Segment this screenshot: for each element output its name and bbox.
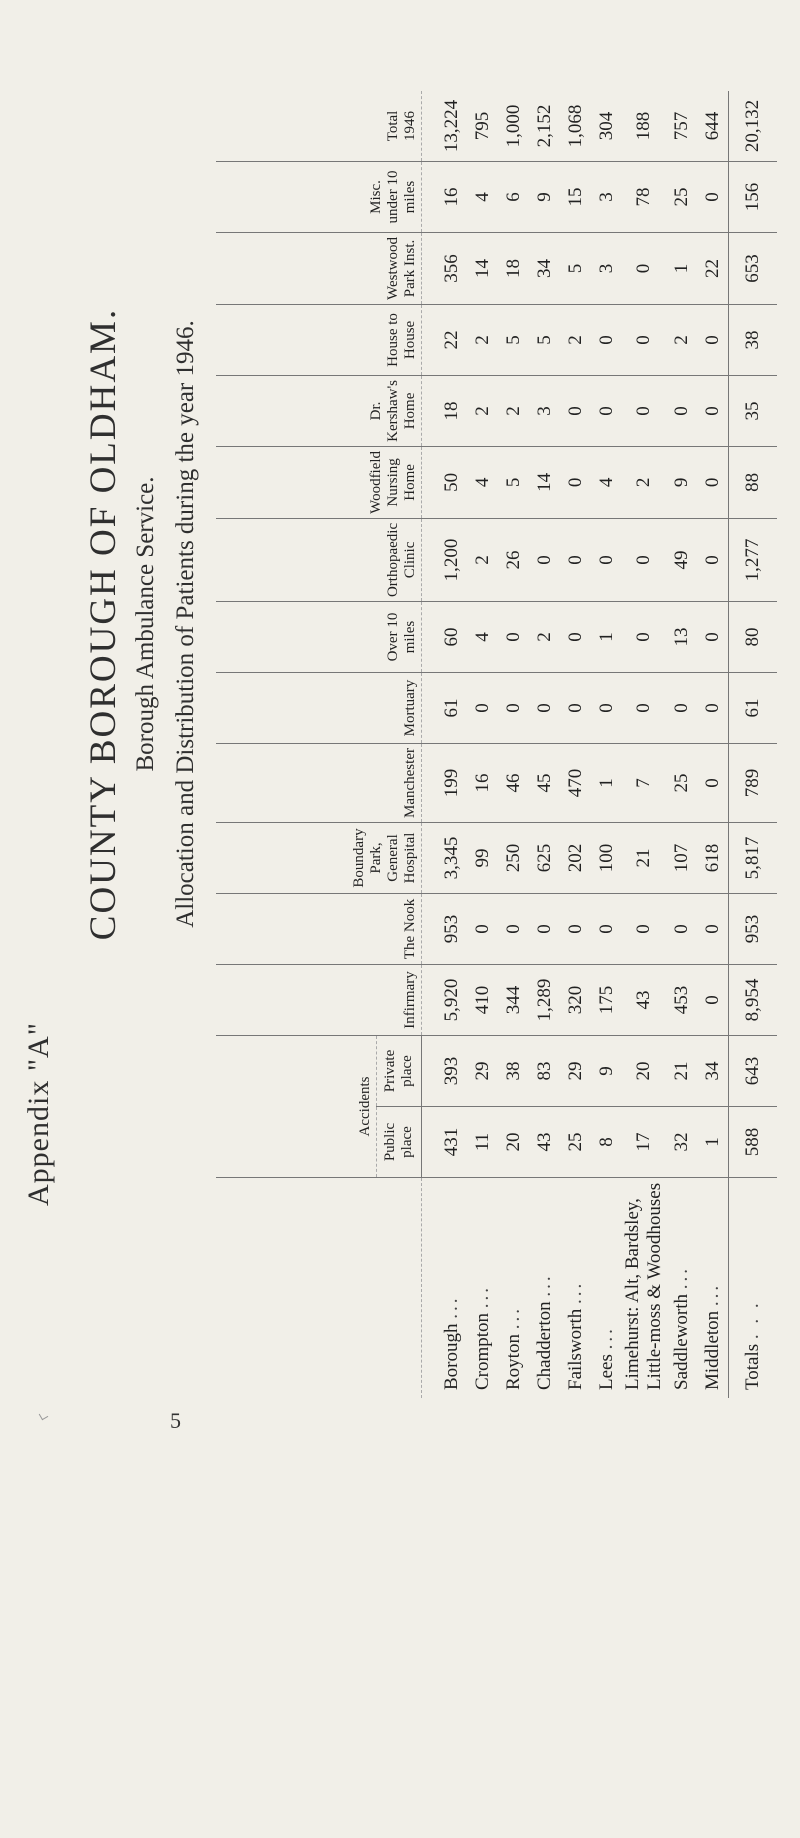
value-cell: 356 [422,232,468,304]
value-cell: 9 [666,446,697,518]
district-name-cell [529,1178,560,1399]
district-name-cell [666,1178,697,1399]
district-name-cell [729,1178,778,1399]
value-cell: 453 [666,965,697,1036]
value-cell: 2,152 [529,91,560,162]
value-cell: 16 [422,161,468,232]
value-cell: 0 [697,304,729,375]
totals-row [729,91,778,1398]
value-cell: 0 [697,673,729,744]
value-cell: 25 [666,161,697,232]
column-header: Public place [377,1107,422,1178]
district-name-cell [591,1178,622,1399]
district-name: Totals [742,1343,763,1390]
table-row [591,91,622,1398]
table-header-row [216,91,377,1398]
value-cell: 5,817 [729,823,778,894]
leader-dots: ... [502,1306,524,1330]
table-body [422,91,778,1398]
value-cell: 0 [560,673,591,744]
leader-dots: ... [670,1265,692,1290]
value-cell: 0 [622,673,666,744]
value-cell: 61 [729,673,778,744]
value-cell: 0 [622,602,666,673]
value-cell: 0 [529,673,560,744]
value-cell: 22 [697,232,729,304]
value-cell: 5 [498,304,529,375]
column-header: Orthopaedic Clinic [216,518,422,601]
value-cell: 1 [591,744,622,823]
value-cell: 0 [560,518,591,601]
value-cell: 1 [666,232,697,304]
value-cell: 0 [697,446,729,518]
value-cell: 43 [529,1107,560,1178]
value-cell: 88 [729,446,778,518]
value-cell: 43 [622,965,666,1036]
value-cell: 789 [729,744,778,823]
value-cell: 202 [560,823,591,894]
leader-dots: ... [701,1282,723,1307]
value-cell: 0 [666,894,697,965]
value-cell: 5 [529,304,560,375]
value-cell: 2 [498,375,529,446]
value-cell: 5 [560,232,591,304]
value-cell: 0 [622,232,666,304]
leader-dots: ... [471,1284,493,1309]
district-name: Crompton [471,1312,493,1390]
value-cell: 0 [697,744,729,823]
value-cell: 4 [591,446,622,518]
appendix-title: Appendix "A" [22,1022,55,1206]
value-cell: 22 [422,304,468,375]
district-name-cell [697,1178,729,1399]
value-cell: 83 [529,1036,560,1107]
value-cell: 0 [498,673,529,744]
column-header: Over 10 miles [216,602,422,673]
value-cell: 49 [666,518,697,601]
district-name-cell [622,1178,666,1399]
value-cell: 0 [467,894,498,965]
value-cell: 8,954 [729,965,778,1036]
leader-dots: ... [595,1326,617,1350]
district-name: Borough [440,1323,462,1390]
value-cell: 199 [422,744,468,823]
value-cell: 38 [729,304,778,375]
value-cell: 2 [622,446,666,518]
value-cell: 1,000 [498,91,529,162]
value-cell: 11 [467,1107,498,1178]
column-header: Boundary Park, General Hospital [216,823,422,894]
patient-distribution-table [216,91,777,1398]
district-name: Failsworth [564,1308,586,1390]
value-cell: 2 [666,304,697,375]
value-cell: 2 [560,304,591,375]
value-cell: 9 [591,1036,622,1107]
value-cell: 0 [591,518,622,601]
value-cell: 46 [498,744,529,823]
value-cell: 588 [729,1107,778,1178]
value-cell: 470 [560,744,591,823]
value-cell: 0 [622,894,666,965]
value-cell: 25 [560,1107,591,1178]
table-row [422,91,468,1398]
value-cell: 0 [697,518,729,601]
value-cell: 14 [467,232,498,304]
column-header: Dr. Kershaw's Home [216,375,422,446]
value-cell: 1,277 [729,518,778,601]
value-cell: 3,345 [422,823,468,894]
value-cell: 14 [529,446,560,518]
value-cell: 20 [498,1107,529,1178]
value-cell: 0 [697,161,729,232]
value-cell: 410 [467,965,498,1036]
district-name: Royton [502,1334,524,1390]
value-cell: 393 [422,1036,468,1107]
value-cell: 188 [622,91,666,162]
accidents-group-header: Accidents [216,1036,377,1178]
value-cell: 0 [498,894,529,965]
report-subtitle: Allocation and Distribution of Patients during the year 1946. [172,320,199,928]
table-row [697,91,729,1398]
value-cell: 6 [498,161,529,232]
value-cell: 99 [467,823,498,894]
value-cell: 0 [560,894,591,965]
value-cell: 953 [422,894,468,965]
value-cell: 5,920 [422,965,468,1036]
district-header [216,1178,422,1399]
value-cell: 9 [529,161,560,232]
value-cell: 107 [666,823,697,894]
value-cell: 32 [666,1107,697,1178]
column-header: Infirmary [216,965,422,1036]
value-cell: 21 [622,823,666,894]
value-cell: 0 [591,304,622,375]
value-cell: 0 [697,375,729,446]
value-cell: 20 [622,1036,666,1107]
district-name-cell [467,1178,498,1399]
value-cell: 0 [529,894,560,965]
value-cell: 304 [591,91,622,162]
value-cell: 80 [729,602,778,673]
value-cell: 0 [622,304,666,375]
value-cell: 0 [622,375,666,446]
value-cell: 18 [422,375,468,446]
value-cell: 1,200 [422,518,468,601]
value-cell: 0 [560,375,591,446]
value-cell: 25 [666,744,697,823]
value-cell: 618 [697,823,729,894]
table-row [666,91,697,1398]
value-cell: 3 [591,232,622,304]
table-row [529,91,560,1398]
column-header: Westwood Park Inst. [216,232,422,304]
value-cell: 4 [467,602,498,673]
value-cell: 7 [622,744,666,823]
district-name-cell [422,1178,468,1399]
column-header: Total 1946 [216,91,422,162]
value-cell: 0 [697,894,729,965]
value-cell: 175 [591,965,622,1036]
value-cell: 953 [729,894,778,965]
value-cell: 78 [622,161,666,232]
value-cell: 625 [529,823,560,894]
value-cell: 15 [560,161,591,232]
value-cell: 100 [591,823,622,894]
value-cell: 653 [729,232,778,304]
district-name-cell [498,1178,529,1399]
value-cell: 250 [498,823,529,894]
value-cell: 29 [467,1036,498,1107]
value-cell: 34 [529,232,560,304]
leader-dots: ... [440,1295,462,1319]
value-cell: 156 [729,161,778,232]
value-cell: 20,132 [729,91,778,162]
leader-dots: . . . [742,1300,763,1340]
value-cell: 16 [467,744,498,823]
value-cell: 29 [560,1036,591,1107]
value-cell: 34 [697,1036,729,1107]
value-cell: 0 [498,602,529,673]
value-cell: 3 [529,375,560,446]
table-row [467,91,498,1398]
district-name: Middleton [701,1310,723,1390]
value-cell: 3 [591,161,622,232]
district-name-cell [560,1178,591,1399]
value-cell: 431 [422,1107,468,1178]
value-cell: 0 [529,518,560,601]
district-name: Limehurst: Alt, Bardsley, Little-moss & Woodhouses [622,1182,665,1390]
value-cell: 60 [422,602,468,673]
table-row [498,91,529,1398]
table-row [622,91,666,1398]
value-cell: 644 [697,91,729,162]
value-cell: 26 [498,518,529,601]
value-cell: 5 [498,446,529,518]
page-number: 5 [170,1408,181,1433]
column-header: Misc. under 10 miles [216,161,422,232]
district-name: Saddleworth [670,1293,692,1390]
value-cell: 2 [467,375,498,446]
county-title: COUNTY BOROUGH OF OLDHAM. [83,307,124,941]
value-cell: 2 [467,518,498,601]
value-cell: 8 [591,1107,622,1178]
value-cell: 13 [666,602,697,673]
value-cell: 1,068 [560,91,591,162]
value-cell: 13,224 [422,91,468,162]
value-cell: 21 [666,1036,697,1107]
column-header: The Nook [216,894,422,965]
value-cell: 2 [529,602,560,673]
value-cell: 795 [467,91,498,162]
leader-dots: ... [564,1280,586,1304]
value-cell: 4 [467,446,498,518]
value-cell: 1 [697,1107,729,1178]
value-cell: 0 [467,673,498,744]
service-title: Borough Ambulance Service. [132,476,159,772]
value-cell: 0 [591,375,622,446]
value-cell: 757 [666,91,697,162]
district-name: Chadderton [533,1301,555,1390]
value-cell: 1,289 [529,965,560,1036]
value-cell: 0 [560,602,591,673]
value-cell: 0 [666,673,697,744]
value-cell: 0 [622,518,666,601]
value-cell: 320 [560,965,591,1036]
value-cell: 344 [498,965,529,1036]
value-cell: 0 [591,894,622,965]
value-cell: 0 [697,965,729,1036]
table-row [560,91,591,1398]
column-header: Mortuary [216,673,422,744]
value-cell: 18 [498,232,529,304]
value-cell: 38 [498,1036,529,1107]
value-cell: 35 [729,375,778,446]
column-header: House to House [216,304,422,375]
value-cell: 0 [591,673,622,744]
district-name: Lees [595,1354,617,1390]
value-cell: 50 [422,446,468,518]
value-cell: 0 [666,375,697,446]
column-header: Private place [377,1036,422,1107]
value-cell: 0 [560,446,591,518]
leader-dots: ... [533,1273,555,1297]
value-cell: 0 [697,602,729,673]
value-cell: 1 [591,602,622,673]
value-cell: 45 [529,744,560,823]
value-cell: 4 [467,161,498,232]
value-cell: 61 [422,673,468,744]
value-cell: 2 [467,304,498,375]
column-header: Woodfield Nursing Home [216,446,422,518]
column-header: Manchester [216,744,422,823]
value-cell: 17 [622,1107,666,1178]
value-cell: 643 [729,1036,778,1107]
